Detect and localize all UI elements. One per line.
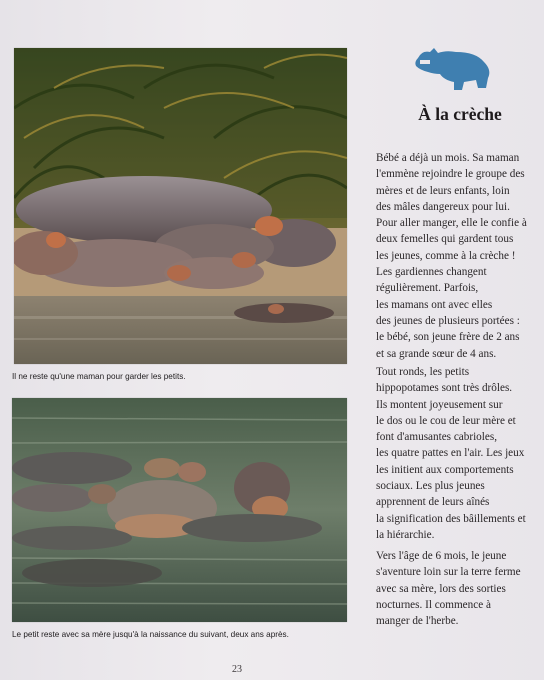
paragraph-3	[376, 548, 544, 629]
paragraph-line: les initient aux comportements	[376, 463, 514, 476]
paragraph-line: régulièrement. Parfois,	[376, 282, 479, 295]
paragraph-line: deux femelles qui gardent tous	[376, 233, 514, 246]
photo-caption: Le petit reste avec sa mère jusqu'à la naissance du suivant, deux ans après.	[12, 630, 289, 639]
page-number: 23	[232, 664, 242, 675]
photo-caption: Il ne reste qu'une maman pour garder les petits.	[12, 372, 186, 381]
paragraph-1	[376, 150, 544, 362]
paragraph-line: s'aventure loin sur la terre ferme	[376, 566, 521, 579]
paragraph-line: font d'amusantes cabrioles,	[376, 431, 498, 444]
paragraph-line: les quatre pattes en l'air. Les jeux	[376, 447, 525, 460]
paragraph-line: les mamans ont avec elles	[376, 298, 493, 311]
paragraph-line: hippopotames sont très drôles.	[376, 382, 513, 395]
paragraph-line: nocturnes. Il commence à	[376, 598, 491, 611]
paragraph-line: Ils montent joyeusement sur	[376, 398, 503, 411]
paragraph-line: les jeunes, comme à la crèche !	[376, 249, 516, 262]
paragraph-line: le bébé, son jeune frère de 2 ans	[376, 331, 520, 344]
paragraph-line: des jeunes de plusieurs portées :	[376, 314, 520, 327]
paragraph-line: mères et de leurs enfants, loin	[376, 184, 510, 197]
paragraph-line: apprennent de leurs aînés	[376, 496, 490, 509]
paragraph-line: manger de l'herbe.	[376, 615, 459, 628]
paragraph-line: le dos ou le cou de leur mère et	[376, 414, 516, 427]
paragraph-line: la hiérarchie.	[376, 528, 435, 541]
paragraph-line: Tout ronds, les petits	[376, 366, 470, 378]
paragraph-line: sociaux. Les plus jeunes	[376, 480, 485, 493]
paragraph-line: Bébé a déjà un mois. Sa maman	[376, 152, 520, 164]
paragraph-line: Les gardiennes changent	[376, 266, 487, 279]
paragraph-line: Pour aller manger, elle le confie à	[376, 217, 527, 230]
paragraph-line: avec sa mère, lors des sorties	[376, 582, 506, 595]
paragraph-line: Vers l'âge de 6 mois, le jeune	[376, 550, 507, 562]
paragraph-line: et sa grande sœur de 4 ans.	[376, 347, 497, 360]
hippo-silhouette-icon	[412, 44, 494, 90]
photo-hippos-resting	[14, 48, 347, 364]
section-heading: À la crèche	[418, 104, 502, 124]
paragraph-line: des mâles dangereux pour lui.	[376, 200, 510, 213]
paragraph-line: la signification des bâillements et	[376, 512, 526, 525]
paragraph-2	[376, 364, 544, 543]
paragraph-line: l'emmène rejoindre le groupe des	[376, 168, 525, 181]
photo-hippos-water	[12, 398, 347, 622]
